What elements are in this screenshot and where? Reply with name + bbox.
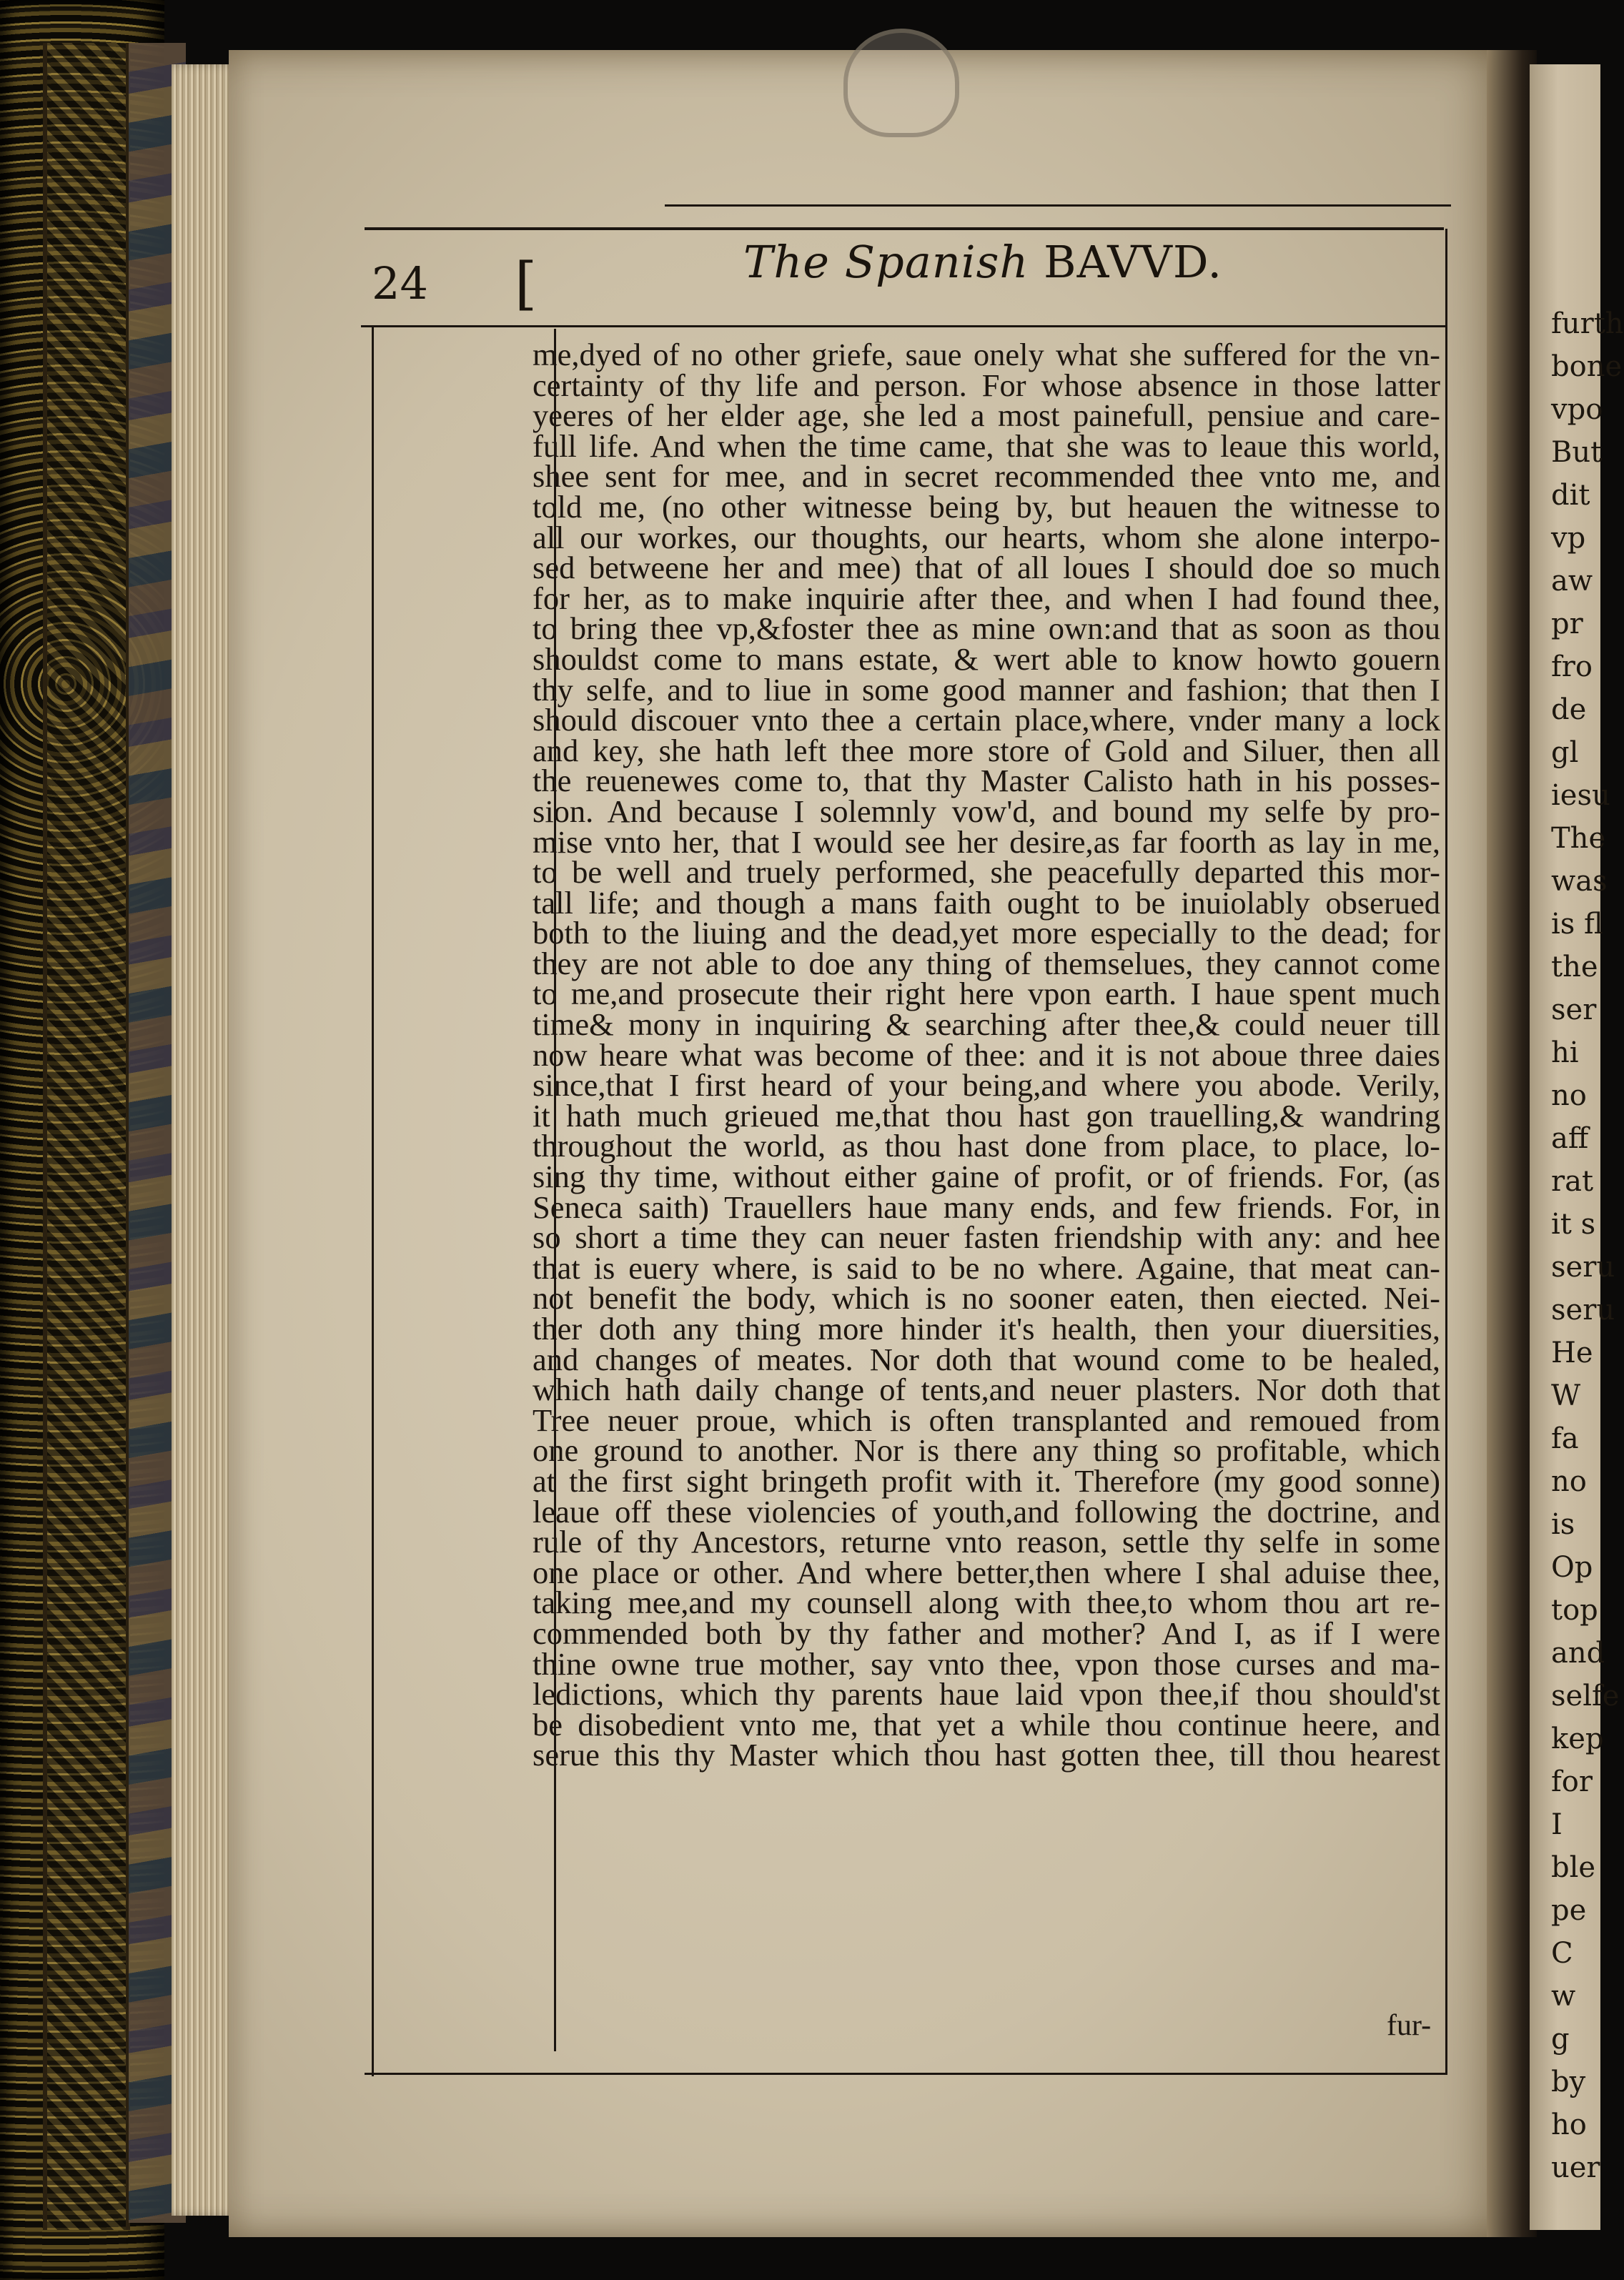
- text-line: tall life; and though a mans faith ought to be inuiolably obserued: [533, 884, 1440, 921]
- facing-page-fragment: He: [1551, 1337, 1593, 1369]
- running-head: [743, 236, 1222, 288]
- text-line: should discouer vnto thee a certain place,where, vnder many a lock: [533, 702, 1440, 738]
- facing-page-fragment: pr: [1551, 608, 1583, 640]
- text-line: commended both by thy father and mother? And I, as if I were: [533, 1615, 1440, 1651]
- text-line: sing thy time, without either gaine of profit, or of friends. For, (as: [533, 1159, 1440, 1195]
- facing-page-fragment: vp: [1551, 522, 1586, 555]
- text-line: taking mee,and my counsell along with thee,to whom thou art re-: [533, 1585, 1440, 1621]
- facing-page-fragment: I: [1551, 1808, 1563, 1841]
- facing-page-fragment: bone: [1551, 350, 1623, 383]
- facing-page-fragment: no: [1551, 1079, 1587, 1112]
- facing-page-fragment: w: [1551, 1980, 1576, 2013]
- catchword: fur-: [1387, 2009, 1432, 2042]
- text-line: one place or other. And where better,then where I shal aduise thee,: [533, 1554, 1440, 1590]
- facing-page-fragment: C: [1551, 1937, 1573, 1970]
- text-line: to bring thee vp,&foster thee as mine own:and that as soon as thou: [533, 610, 1440, 647]
- text-line: ther doth any thing more hinder it's health, then your diuersities,: [533, 1311, 1440, 1347]
- facing-page-fragment: gl: [1551, 736, 1579, 769]
- text-line: mise vnto her, that I would see her desire,as far foorth as lay in me,: [533, 823, 1440, 860]
- facing-page-fragment: de: [1551, 693, 1587, 726]
- facing-page-fragment: is fl: [1551, 908, 1603, 941]
- facing-page-fragment: uer: [1551, 2151, 1600, 2184]
- top-rule-outer: [665, 204, 1451, 207]
- facing-page-fragment: The: [1551, 822, 1606, 855]
- facing-page-fragment: it s: [1551, 1208, 1596, 1241]
- text-line: throughout the world, as thou hast done from place, to place, lo-: [533, 1128, 1440, 1164]
- facing-page-fragment: by: [1551, 2066, 1586, 2098]
- top-rule: [365, 227, 1444, 230]
- text-line: thy selfe, and to liue in some good manner and fashion; that then I: [533, 671, 1440, 708]
- facing-page-fragment: dit: [1551, 479, 1590, 512]
- text-line: shouldst come to mans estate, & wert able to know howto gouern: [533, 640, 1440, 677]
- facing-page-fragment: ho: [1551, 2108, 1587, 2141]
- facing-page: [1530, 64, 1624, 2230]
- bottom-rule: [365, 2073, 1447, 2075]
- text-line: so short a time they can neuer fasten friendship with any: and hee: [533, 1219, 1440, 1256]
- text-line: and changes of meates. Nor doth that wound come to be healed,: [533, 1341, 1440, 1377]
- facing-page-fragment: and: [1551, 1637, 1605, 1670]
- facing-page-fragment: seru: [1551, 1251, 1615, 1284]
- facing-page-fragment: aw: [1551, 565, 1593, 598]
- facing-page-fragment: iesu: [1551, 779, 1610, 812]
- text-line: shee sent for mee, and in secret recommended thee vnto me, and: [533, 458, 1440, 495]
- header-underline: [361, 325, 1447, 327]
- text-line: since,that I first heard of your being,and where you abode. Verily,: [533, 1067, 1440, 1104]
- facing-page-fragment: W: [1551, 1379, 1581, 1412]
- text-line: one ground to another. Nor is there any thing so profitable, which: [533, 1432, 1440, 1469]
- text-line: all our workes, our thoughts, our hearts, whom she alone interpo-: [533, 519, 1440, 555]
- text-line: now heare what was become of thee: and it is not aboue three daies: [533, 1036, 1440, 1073]
- facing-page-fragment: ble: [1551, 1851, 1596, 1884]
- body-text: [533, 337, 1440, 1773]
- facing-page-fragment: seru: [1551, 1294, 1615, 1327]
- text-line: full life. And when the time came, that she was to leaue this world,: [533, 427, 1440, 464]
- facing-page-fragment: g: [1551, 2023, 1570, 2056]
- facing-page-fragment: But: [1551, 436, 1603, 469]
- text-line: Seneca saith) Trauellers haue many ends, and few friends. For, in: [533, 1189, 1440, 1225]
- facing-page-fragment: vpo: [1551, 393, 1603, 426]
- text-line: to be well and truely performed, she peacefully departed this mor-: [533, 854, 1440, 891]
- facing-page-fragment: is: [1551, 1508, 1575, 1541]
- running-head-italic: The Spanish: [743, 236, 1029, 288]
- facing-page-fragment: no: [1551, 1465, 1587, 1498]
- page-number: 24: [372, 257, 428, 309]
- right-column-rule: [1445, 229, 1447, 2073]
- text-line: and key, she hath left thee more store of Gold and Siluer, then all: [533, 732, 1440, 768]
- facing-page-fragment: top: [1551, 1594, 1598, 1627]
- text-line: it hath much grieued me,that thou hast gon trauelling,& wandring: [533, 1097, 1440, 1134]
- facing-page-fragment: rat: [1551, 1165, 1594, 1198]
- facing-page-fragment: was: [1551, 865, 1608, 898]
- text-line: ledictions, which thy parents haue laid vpon thee,if thou should'st: [533, 1676, 1440, 1713]
- text-line: told me, (no other witnesse being by, but heauen the witnesse to: [533, 488, 1440, 525]
- text-line: both to the liuing and the dead,yet more especially to the dead; for: [533, 915, 1440, 951]
- text-line: for her, as to make inquirie after thee, and when I had found thee,: [533, 580, 1440, 616]
- text-line: serue this thy Master which thou hast gotten thee, till thou hearest: [533, 1737, 1440, 1773]
- text-line: at the first sight bringeth profit with it. Therefore (my good sonne): [533, 1462, 1440, 1499]
- facing-page-fragment: aff: [1551, 1122, 1589, 1155]
- facing-page-fragment: hi: [1551, 1036, 1579, 1069]
- facing-page-fragment: furth: [1551, 307, 1624, 340]
- text-line: thine owne true mother, say vnto thee, vpon those curses and ma-: [533, 1645, 1440, 1682]
- text-line: that is euery where, is said to be no where. Againe, that meat can-: [533, 1249, 1440, 1286]
- text-line: they are not able to doe any thing of themselues, they cannot come: [533, 945, 1440, 981]
- text-line: to me,and prosecute their right here vpon earth. I haue spent much: [533, 976, 1440, 1012]
- text-line: the reuenewes come to, that thy Master Calisto hath in his posses-: [533, 763, 1440, 799]
- running-head-caps: BAVVD.: [1044, 236, 1223, 288]
- left-column-rule: [372, 325, 374, 2076]
- text-line: not benefit the body, which is no sooner eaten, then eiected. Nei-: [533, 1280, 1440, 1317]
- facing-page-fragment: Op: [1551, 1551, 1593, 1584]
- text-line: rule of thy Ancestors, returne vnto reason, settle thy selfe in some: [533, 1524, 1440, 1560]
- facing-page-fragment: ser: [1551, 993, 1597, 1026]
- facing-page-fragment: pe: [1551, 1894, 1587, 1927]
- text-line: me,dyed of no other griefe, saue onely what she suffered for the vn-: [533, 337, 1440, 372]
- text-line: time& mony in inquiring & searching after thee,& could neuer till: [533, 1006, 1440, 1043]
- header-bracket: [: [515, 250, 538, 317]
- facing-page-fragment: kep: [1551, 1723, 1604, 1755]
- text-line: which hath daily change of tents,and neuer plasters. Nor doth that: [533, 1372, 1440, 1408]
- text-line: certainty of thy life and person. For whose absence in those latter: [533, 367, 1440, 403]
- text-line: leaue off these violencies of youth,and following the doctrine, and: [533, 1493, 1440, 1530]
- facing-page-fragment: selfe: [1551, 1680, 1620, 1713]
- facing-page-fragment: fa: [1551, 1422, 1579, 1455]
- text-line: be disobedient vnto me, that yet a while thou continue heere, and: [533, 1706, 1440, 1743]
- text-line: sion. And because I solemnly vow'd, and bound my selfe by pro-: [533, 793, 1440, 829]
- facing-page-fragment: for: [1551, 1765, 1593, 1798]
- facing-page-fragment: the: [1551, 951, 1598, 983]
- facing-page-fragment: fro: [1551, 650, 1593, 683]
- text-line: Tree neuer proue, which is often transplanted and remoued from: [533, 1402, 1440, 1438]
- text-line: yeeres of her elder age, she led a most painefull, pensiue and care-: [533, 397, 1440, 434]
- page-clip: [843, 29, 959, 137]
- text-line: sed betweene her and mee) that of all loues I should doe so much: [533, 550, 1440, 586]
